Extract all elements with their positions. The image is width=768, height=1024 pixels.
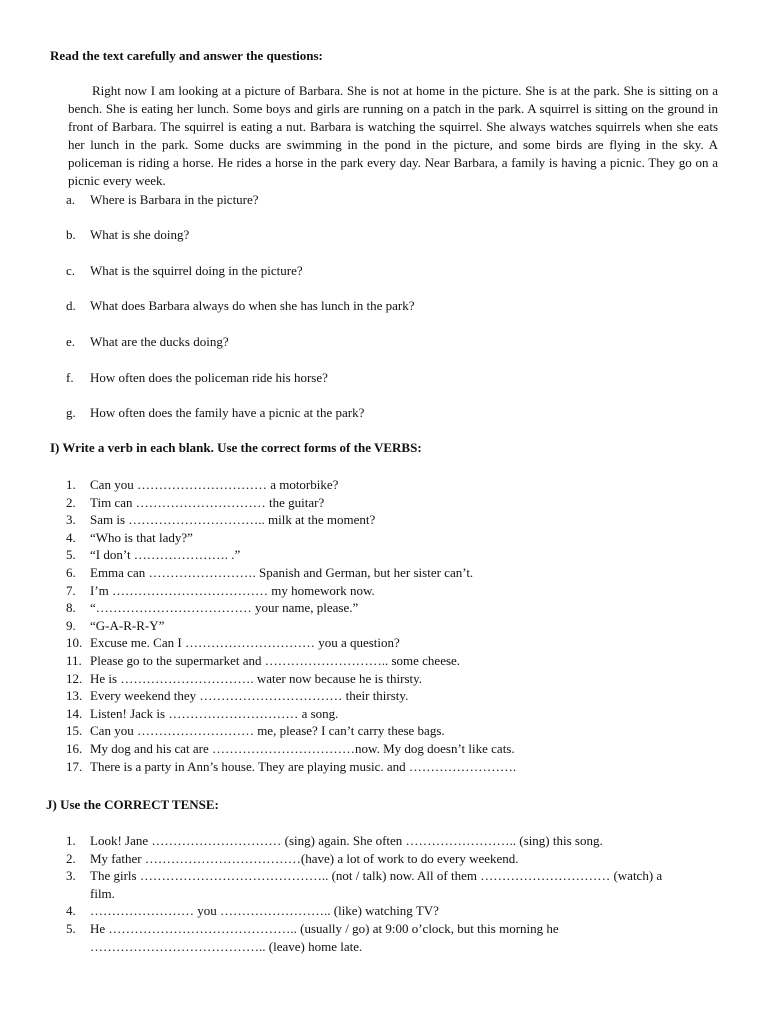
question-marker: c. bbox=[66, 263, 76, 278]
item-text: Sam is ………………………….. milk at the moment? bbox=[90, 512, 376, 528]
item-number: 6. bbox=[66, 564, 76, 580]
item-number: 12. bbox=[66, 670, 83, 686]
item-text: Excuse me. Can I ………………………… you a question? bbox=[90, 635, 400, 651]
item-text: …………………… you …………………….. (like) watching TV? bbox=[90, 903, 439, 919]
item-text: “I don’t …………………. .” bbox=[90, 547, 241, 563]
reading-heading: Read the text carefully and answer the questions: bbox=[50, 48, 323, 63]
item-number: 5. bbox=[66, 920, 76, 936]
item-number: 9. bbox=[66, 617, 76, 633]
verbs-heading: I) Write a verb in each blank. Use the correct forms of the VERBS: bbox=[50, 440, 422, 455]
question-text: What does Barbara always do when she has lunch in the park? bbox=[90, 298, 415, 313]
item-text: My dog and his cat are ……………………………now. My dog doesn’t like cats. bbox=[90, 740, 515, 756]
list-item bbox=[66, 529, 516, 547]
item-number: 11. bbox=[66, 652, 82, 668]
item-number: 2. bbox=[66, 850, 76, 866]
item-text: “Who is that lady?” bbox=[90, 529, 193, 545]
list-item bbox=[66, 850, 690, 868]
list-item bbox=[66, 511, 516, 529]
list-item bbox=[66, 476, 516, 494]
item-number: 7. bbox=[66, 582, 76, 598]
question-text: How often does the family have a picnic at the park? bbox=[90, 405, 365, 420]
question-marker: d. bbox=[66, 298, 76, 313]
item-text: Listen! Jack is ………………………… a song. bbox=[90, 705, 339, 721]
question-text: What is she doing? bbox=[90, 227, 190, 242]
question-f bbox=[66, 370, 328, 386]
question-text: How often does the policeman ride his horse? bbox=[90, 370, 328, 385]
item-number: 2. bbox=[66, 494, 76, 510]
list-item bbox=[66, 758, 516, 776]
list-item bbox=[66, 740, 516, 758]
item-number: 4. bbox=[66, 529, 76, 545]
question-marker: a. bbox=[66, 192, 76, 207]
list-item bbox=[66, 564, 516, 582]
list-item bbox=[66, 705, 516, 723]
item-text: Can you ……………………… me, please? I can’t carry these bags. bbox=[90, 723, 445, 739]
item-text: The girls …………………………………….. (not / talk) now. All of them ………………………… (watch) a film. bbox=[90, 868, 663, 901]
list-item bbox=[66, 634, 516, 652]
question-marker: f. bbox=[66, 370, 74, 385]
item-text: My father ………………………………(have) a lot of work to do every weekend. bbox=[90, 850, 519, 866]
list-item bbox=[66, 599, 516, 617]
item-text: There is a party in Ann’s house. They are playing music. and ……………………. bbox=[90, 758, 517, 774]
item-text: He is …………………………. water now because he is thirsty. bbox=[90, 670, 423, 686]
list-item bbox=[66, 582, 516, 600]
list-item bbox=[66, 832, 690, 850]
item-number: 4. bbox=[66, 903, 76, 919]
item-number: 16. bbox=[66, 740, 83, 756]
item-text: Look! Jane ………………………… (sing) again. She often …………………….. (sing) this song. bbox=[90, 833, 603, 848]
question-c bbox=[66, 263, 303, 279]
passage-text: Right now I am looking at a picture of Barbara. She is not at home in the picture. She is at the park. She is sitting on a bench. She is eating her lunch. Some boys and girls are running on a patch in the park. A squirrel is sitting on the ground in front of Barbara. The squirrel is eating a nut. Barbara is watching the squirrel. She always watches squirrels when she eats her lunch in the park. Some ducks are swimming in the pond in the picture, and some birds are flying in the sky. A policeman is riding a horse. He rides a horse in the park every day. Near Barbara, a family is having a picnic. They go on a picnic every week. bbox=[68, 83, 718, 188]
tense-heading: J) Use the CORRECT TENSE: bbox=[46, 797, 219, 812]
item-number: 10. bbox=[66, 635, 83, 651]
question-marker: e. bbox=[66, 334, 76, 349]
item-number: 14. bbox=[66, 705, 83, 721]
list-item bbox=[66, 687, 516, 705]
item-number: 3. bbox=[66, 512, 76, 528]
question-marker: g. bbox=[66, 405, 76, 420]
list-item bbox=[66, 920, 690, 955]
item-number: 1. bbox=[66, 833, 76, 848]
question-a bbox=[66, 192, 259, 208]
verbs-exercise-list bbox=[66, 476, 516, 775]
item-text: I’m ……………………………… my homework now. bbox=[90, 582, 375, 598]
item-text: “……………………………… your name, please.” bbox=[90, 600, 359, 616]
list-item bbox=[66, 867, 690, 902]
item-text: Emma can ……………………. Spanish and German, but her sister can’t. bbox=[90, 564, 474, 580]
reading-passage bbox=[68, 82, 718, 190]
question-marker: b. bbox=[66, 227, 76, 242]
question-text: What are the ducks doing? bbox=[90, 334, 229, 349]
item-text: Can you ………………………… a motorbike? bbox=[90, 477, 339, 492]
item-text: “G-A-R-R-Y” bbox=[90, 617, 165, 633]
list-item bbox=[66, 722, 516, 740]
item-number: 8. bbox=[66, 600, 76, 616]
item-number: 17. bbox=[66, 758, 83, 774]
question-text: What is the squirrel doing in the picture? bbox=[90, 263, 303, 278]
tense-exercise-list bbox=[66, 832, 690, 955]
question-d bbox=[66, 298, 415, 314]
question-g bbox=[66, 405, 364, 421]
item-number: 1. bbox=[66, 477, 76, 492]
list-item bbox=[66, 617, 516, 635]
question-e bbox=[66, 334, 229, 350]
list-item bbox=[66, 902, 690, 920]
item-text: He …………………………………….. (usually / go) at 9:00 o’clock, but this morning he ………………………………….. (leave) home late. bbox=[90, 920, 559, 954]
list-item bbox=[66, 494, 516, 512]
item-number: 5. bbox=[66, 547, 76, 563]
item-number: 13. bbox=[66, 688, 83, 704]
item-text: Every weekend they …………………………… their thirsty. bbox=[90, 688, 409, 704]
list-item bbox=[66, 546, 516, 564]
question-text: Where is Barbara in the picture? bbox=[90, 192, 259, 207]
item-text: Tim can ………………………… the guitar? bbox=[90, 494, 325, 510]
item-text: Please go to the supermarket and ……………………….. some cheese. bbox=[90, 652, 461, 668]
question-b bbox=[66, 227, 189, 243]
list-item bbox=[66, 652, 516, 670]
list-item bbox=[66, 670, 516, 688]
item-number: 3. bbox=[66, 868, 76, 884]
item-number: 15. bbox=[66, 723, 83, 739]
